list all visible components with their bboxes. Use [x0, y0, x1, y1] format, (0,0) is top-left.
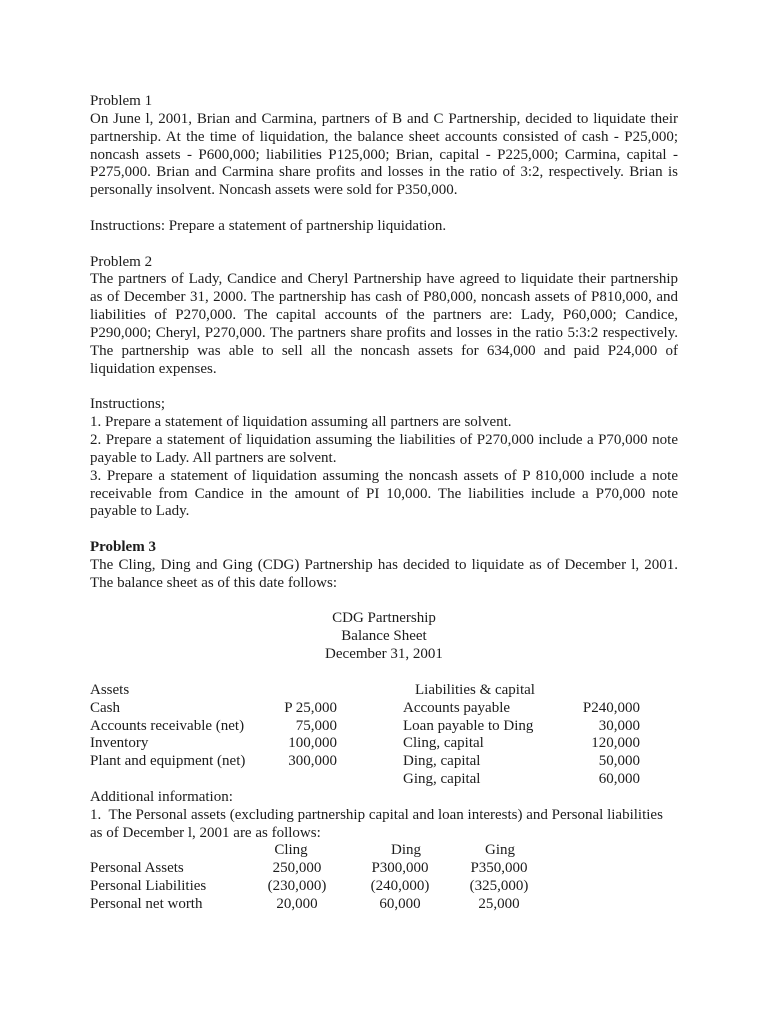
row-label: Personal Liabilities [90, 878, 207, 895]
asset-label: Inventory [90, 735, 149, 752]
personal-table-row [90, 896, 678, 914]
statement-line: P290,000; Cheryl, P270,000. The partners share profits and losses in the ratio 5:3:2 respectively. [90, 324, 678, 341]
liability-amount: 120,000 [591, 735, 640, 752]
additional-information-line: as of December l, 2001 are as follows: [90, 824, 321, 841]
problem-2 [90, 254, 678, 522]
statement-line: The Cling, Ding and Ging (CDG) Partnership has decided to liquidate as of December l, 2001. [90, 556, 678, 573]
asset-label: Plant and equipment (net) [90, 753, 246, 770]
statement-line: as of December 31, 2000. The partnership has cash of P80,000, noncash assets of P810,000, and [90, 289, 678, 306]
problem-2-heading: Problem 2 [90, 253, 153, 270]
problem-3-heading: Problem 3 [90, 539, 156, 556]
statement-line: partnership. At the time of liquidation, the balance sheet accounts consisted of cash - P25,000; [90, 128, 678, 145]
spacer [90, 521, 678, 539]
assets-heading: Assets [90, 681, 130, 698]
statement-line: liquidation expenses. [90, 360, 217, 377]
problem-3-statement [90, 557, 678, 593]
statement-line: personally insolvent. Noncash assets were sold for P350,000. [90, 182, 458, 199]
spacer [90, 593, 678, 611]
cell-value: 20,000 [276, 895, 318, 912]
asset-amount: P 25,000 [284, 699, 337, 716]
problem-1-instructions: Instructions: Prepare a statement of partnership liquidation. [90, 217, 447, 234]
balance-sheet-row [90, 700, 678, 718]
additional-information-heading: Additional information: [90, 788, 233, 805]
cell-value: P350,000 [470, 860, 528, 877]
problem-1-statement [90, 111, 678, 200]
cell-value: P300,000 [371, 860, 429, 877]
liabilities-capital-heading: Liabilities & capital [415, 681, 535, 698]
statement-line: liabilities of P270,000. The capital accounts of the partners are: Lady, P60,000; Candice, [90, 307, 678, 324]
balance-sheet-company: CDG Partnership [332, 610, 436, 627]
instruction-line: receivable from Candice in the amount of PI 10,000. The liabilities include a P70,000 note [90, 485, 678, 502]
asset-amount: 100,000 [288, 735, 337, 752]
statement-line: The balance sheet as of this date follows: [90, 574, 338, 591]
additional-information-line: 1. The Personal assets (excluding partnership capital and loan interests) and Personal liabilities [90, 806, 663, 823]
balance-sheet-row [90, 771, 678, 789]
asset-amount: 300,000 [288, 753, 337, 770]
row-label: Personal Assets [90, 860, 184, 877]
instruction-line: 1. Prepare a statement of liquidation assuming all partners are solvent. [90, 414, 512, 431]
column-header-ging: Ging [485, 842, 515, 859]
liability-label: Loan payable to Ding [403, 717, 534, 734]
asset-amount: 75,000 [295, 717, 337, 734]
instruction-item [90, 468, 678, 522]
cell-value: 25,000 [478, 895, 520, 912]
balance-sheet-date: December 31, 2001 [325, 646, 443, 663]
instruction-line: payable to Lady. All partners are solvent. [90, 449, 337, 466]
instruction-line: 3. Prepare a statement of liquidation assuming the noncash assets of P 810,000 include a note [90, 467, 678, 484]
document-body [90, 93, 678, 914]
problem-1-heading: Problem 1 [90, 93, 153, 109]
personal-assets-table [90, 842, 678, 913]
instruction-line: payable to Lady. [90, 503, 190, 520]
cell-value: (240,000) [370, 878, 430, 895]
cell-value: (325,000) [469, 878, 529, 895]
statement-line: noncash assets - P600,000; liabilities P125,000; Brian, capital - P225,000; Carmina, capital - [90, 146, 678, 163]
asset-label: Cash [90, 699, 120, 716]
liability-amount: P240,000 [582, 699, 640, 716]
spacer [90, 236, 678, 254]
row-label: Personal net worth [90, 895, 203, 912]
liability-amount: 60,000 [598, 771, 640, 788]
problem-3 [90, 539, 678, 914]
instruction-item [90, 432, 678, 468]
instruction-item [90, 414, 678, 432]
balance-sheet-title-block [90, 610, 678, 664]
spacer [90, 664, 678, 682]
balance-sheet-row [90, 753, 678, 771]
liability-label: Accounts payable [403, 699, 511, 716]
liability-label: Ding, capital [403, 753, 481, 770]
problem-2-instructions-heading: Instructions; [90, 396, 165, 413]
liability-amount: 50,000 [598, 753, 640, 770]
personal-table-row [90, 860, 678, 878]
column-header-ding: Ding [391, 842, 421, 859]
column-header-cling: Cling [274, 842, 308, 859]
liability-label: Cling, capital [403, 735, 484, 752]
balance-sheet-table [90, 682, 678, 789]
problem-2-statement [90, 271, 678, 378]
liability-amount: 30,000 [598, 717, 640, 734]
balance-sheet-title: Balance Sheet [341, 628, 427, 645]
liability-label: Ging, capital [403, 771, 481, 788]
spacer [90, 379, 678, 397]
asset-label: Accounts receivable (net) [90, 717, 245, 734]
balance-sheet-row [90, 718, 678, 736]
balance-sheet-header-row [90, 682, 678, 700]
cell-value: 250,000 [272, 860, 322, 877]
instruction-line: 2. Prepare a statement of liquidation assuming the liabilities of P270,000 include a P70,000 note [90, 432, 678, 449]
personal-table-header-row [90, 842, 678, 860]
balance-sheet-row [90, 735, 678, 753]
statement-line: P275,000. Brian and Carmina share profits and losses in the ratio of 3:2, respectively. Brian is [90, 164, 678, 181]
cell-value: 60,000 [379, 895, 421, 912]
statement-line: The partnership was able to sell all the noncash assets for 634,000 and paid P24,000 of [90, 342, 678, 359]
additional-information-item [90, 807, 678, 843]
cell-value: (230,000) [267, 878, 327, 895]
spacer [90, 200, 678, 218]
statement-line: On June l, 2001, Brian and Carmina, partners of B and C Partnership, decided to liquidate their [90, 110, 678, 127]
personal-table-row [90, 878, 678, 896]
statement-line: The partners of Lady, Candice and Cheryl Partnership have agreed to liquidate their partnership [90, 271, 678, 288]
problem-1 [90, 93, 678, 236]
